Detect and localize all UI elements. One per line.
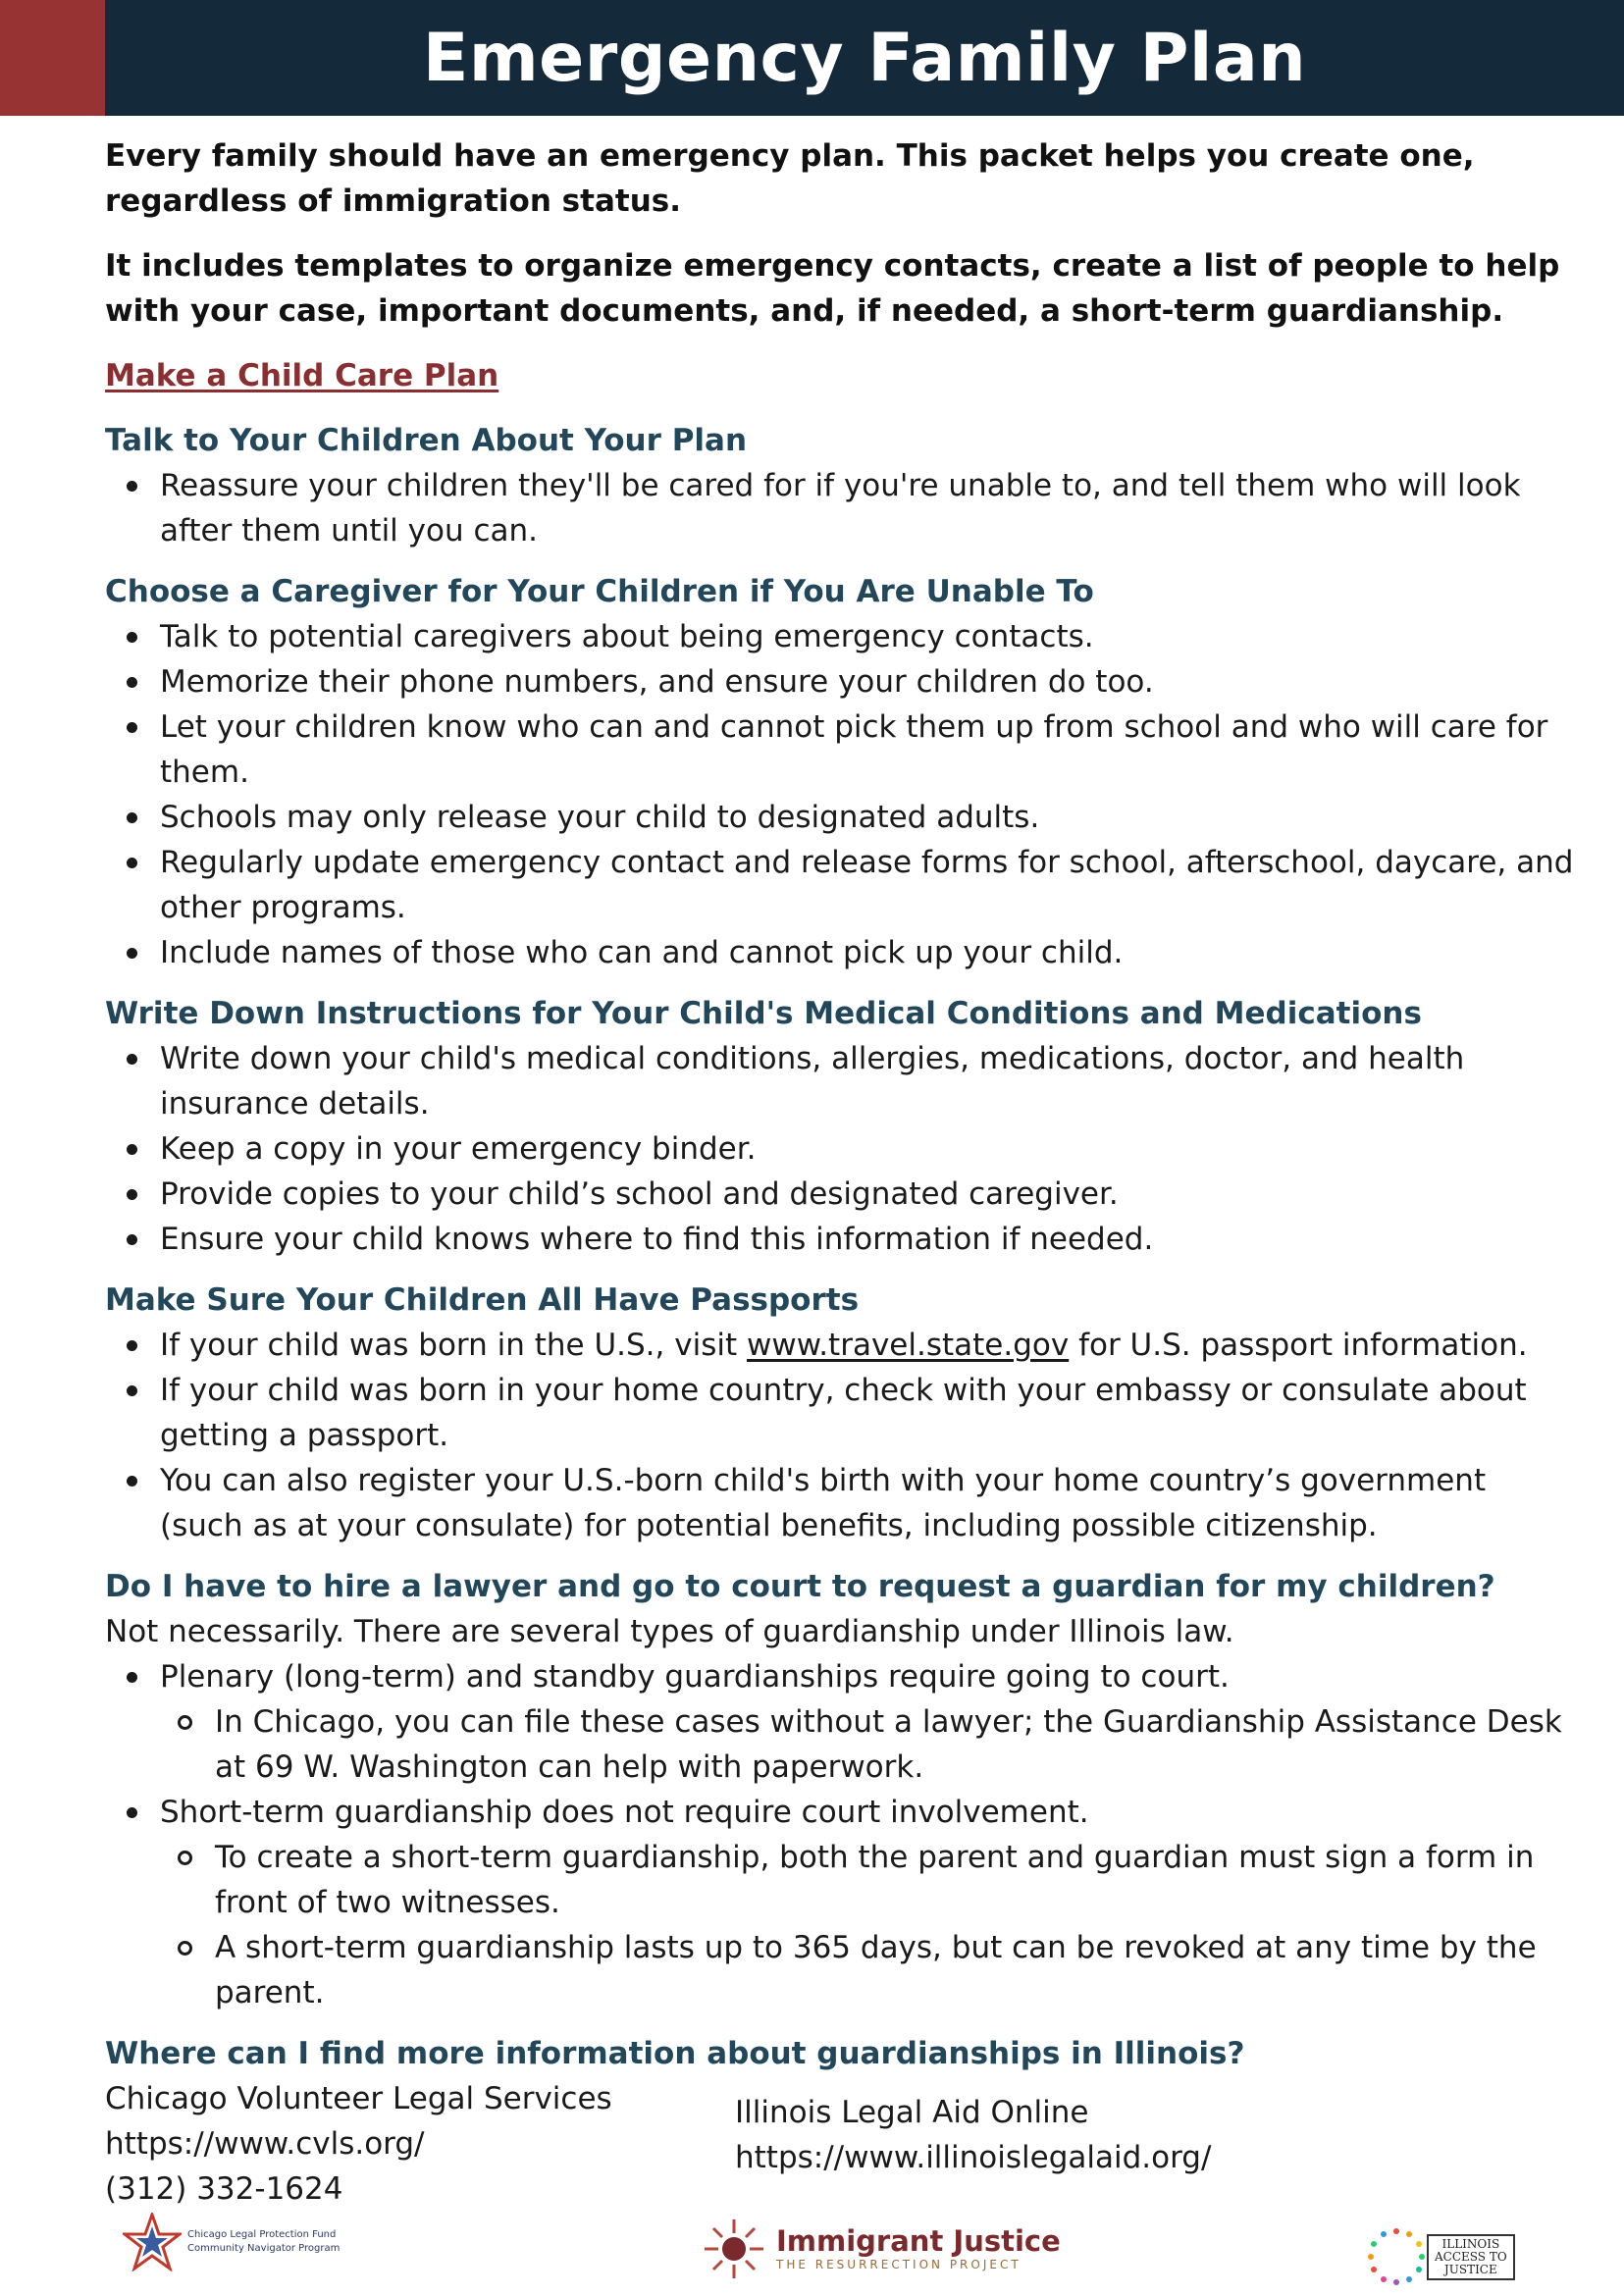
- logo-text: Chicago Legal Protection Fund: [187, 2229, 337, 2240]
- section-heading: Write Down Instructions for Your Child's Medical Conditions and Medications: [105, 996, 1422, 1031]
- section-intro: Not necessarily. There are several types of guardianship under Illinois law.: [105, 1614, 1234, 1649]
- logo-text: ACCESS TO: [1435, 2249, 1507, 2264]
- list-item: Reassure your children they'll be cared for if you're unable to, and tell them who will look after them until you can.: [105, 463, 1577, 553]
- immigrant-justice-logo: [702, 2217, 1061, 2281]
- chicago-legal-protection-fund-logo: [123, 2213, 340, 2271]
- item-text: for U.S. passport information.: [1069, 1328, 1528, 1363]
- footer-logos: [0, 2213, 1624, 2291]
- list-item: [105, 1790, 1577, 2015]
- section-caregiver: [105, 569, 1577, 975]
- section-heading: Do I have to hire a lawyer and go to court to request a guardian for my children?: [105, 1569, 1495, 1604]
- item-text: If your child was born in the U.S., visit: [160, 1328, 747, 1363]
- list-item: Talk to potential caregivers about being emergency contacts.: [105, 614, 1577, 659]
- logo-tagline: THE RESURRECTION PROJECT: [776, 2258, 1022, 2271]
- sub-list-item: A short-term guardianship lasts up to 365 days, but can be revoked at any time by the parent.: [160, 1925, 1577, 2015]
- list-item: [105, 1323, 1577, 1368]
- section-talk: [105, 418, 1577, 553]
- list-item: Schools may only release your child to designated adults.: [105, 795, 1577, 840]
- list-item: Write down your child's medical conditions, allergies, medications, doctor, and health insurance details.: [105, 1036, 1577, 1126]
- item-text: Plenary (long-term) and standby guardianships require going to court.: [160, 1659, 1230, 1695]
- list-item: You can also register your U.S.-born child's birth with your home country’s government (such as at your consulate) for potential benefits, including possible citizenship.: [105, 1458, 1577, 1548]
- section-heading: Where can I find more information about guardianships in Illinois?: [105, 2036, 1245, 2071]
- section-heading: Talk to Your Children About Your Plan: [105, 423, 748, 458]
- sub-list-item: In Chicago, you can file these cases without a lawyer; the Guardianship Assistance Desk at 69 W. Washington can help with paperwork.: [160, 1699, 1577, 1790]
- section-heading: Make Sure Your Children All Have Passports: [105, 1282, 860, 1318]
- sunburst-icon: [702, 2217, 766, 2281]
- sub-list-item: To create a short-term guardianship, both the parent and guardian must sign a form in front of two witnesses.: [160, 1835, 1577, 1925]
- logo-name: Immigrant Justice: [776, 2224, 1061, 2258]
- item-text: Short-term guardianship does not require court involvement.: [160, 1795, 1089, 1830]
- star-icon: [123, 2213, 182, 2271]
- logo-wordmark: [1427, 2234, 1515, 2280]
- bullet-list: [105, 1654, 1577, 2015]
- section-heading: Choose a Caregiver for Your Children if You Are Unable To: [105, 574, 1094, 609]
- section-lawyer: [105, 1564, 1577, 2015]
- header-bar: [0, 0, 1624, 116]
- logo-text: ILLINOIS: [1441, 2236, 1500, 2251]
- list-item: Provide copies to your child’s school and designated caregiver.: [105, 1172, 1577, 1217]
- list-item: Let your children know who can and cannot pick them up from school and who will care for them.: [105, 704, 1577, 795]
- bullet-list: [105, 1036, 1577, 1262]
- child-care-plan-link[interactable]: Make a Child Care Plan: [105, 358, 499, 393]
- main-content: [105, 133, 1577, 2259]
- resource-illinois-legal-aid: [735, 2090, 1211, 2180]
- list-item: Memorize their phone numbers, and ensure your children do too.: [105, 659, 1577, 704]
- intro-paragraph-1: Every family should have an emergency plan. This packet helps you create one, regardless of immigration status.: [105, 138, 1475, 219]
- list-item: Regularly update emergency contact and release forms for school, afterschool, daycare, and other programs.: [105, 840, 1577, 930]
- section-passports: [105, 1278, 1577, 1548]
- logo-text: JUSTICE: [1443, 2262, 1497, 2276]
- bullet-list: [105, 1323, 1577, 1548]
- header-accent: [0, 0, 105, 116]
- list-item: Keep a copy in your emergency binder.: [105, 1126, 1577, 1172]
- resource-phone: (312) 332-1624: [105, 2171, 343, 2207]
- list-item: If your child was born in your home country, check with your embassy or consulate about getting a passport.: [105, 1368, 1577, 1458]
- page-title: Emergency Family Plan: [422, 19, 1307, 97]
- resource-cvls: [105, 2076, 612, 2212]
- section-info: [105, 2031, 1577, 2243]
- list-item: Ensure your child knows where to find this information if needed.: [105, 1217, 1577, 1262]
- bullet-list: [105, 614, 1577, 975]
- bullet-list: [105, 463, 1577, 553]
- illinois-access-to-justice-logo: [1366, 2226, 1515, 2287]
- sub-list: [160, 1835, 1577, 2015]
- list-item: Include names of those who can and cannot pick up your child.: [105, 930, 1577, 975]
- intro-paragraph-2: It includes templates to organize emergency contacts, create a list of people to help with your case, important documents, and, if needed, a short-term guardianship.: [105, 248, 1560, 329]
- travel-state-gov-link[interactable]: www.travel.state.gov: [746, 1328, 1070, 1363]
- sub-list: [160, 1699, 1577, 1790]
- logo-text: Community Navigator Program: [187, 2243, 341, 2254]
- dotted-circle-icon: [1366, 2226, 1427, 2287]
- resource-name: Illinois Legal Aid Online: [735, 2095, 1089, 2130]
- list-item: [105, 1654, 1577, 1790]
- resource-url[interactable]: https://www.illinoislegalaid.org/: [735, 2140, 1212, 2175]
- resource-name: Chicago Volunteer Legal Services: [105, 2081, 612, 2116]
- resource-url[interactable]: https://www.cvls.org/: [105, 2126, 425, 2162]
- section-medical: [105, 991, 1577, 1262]
